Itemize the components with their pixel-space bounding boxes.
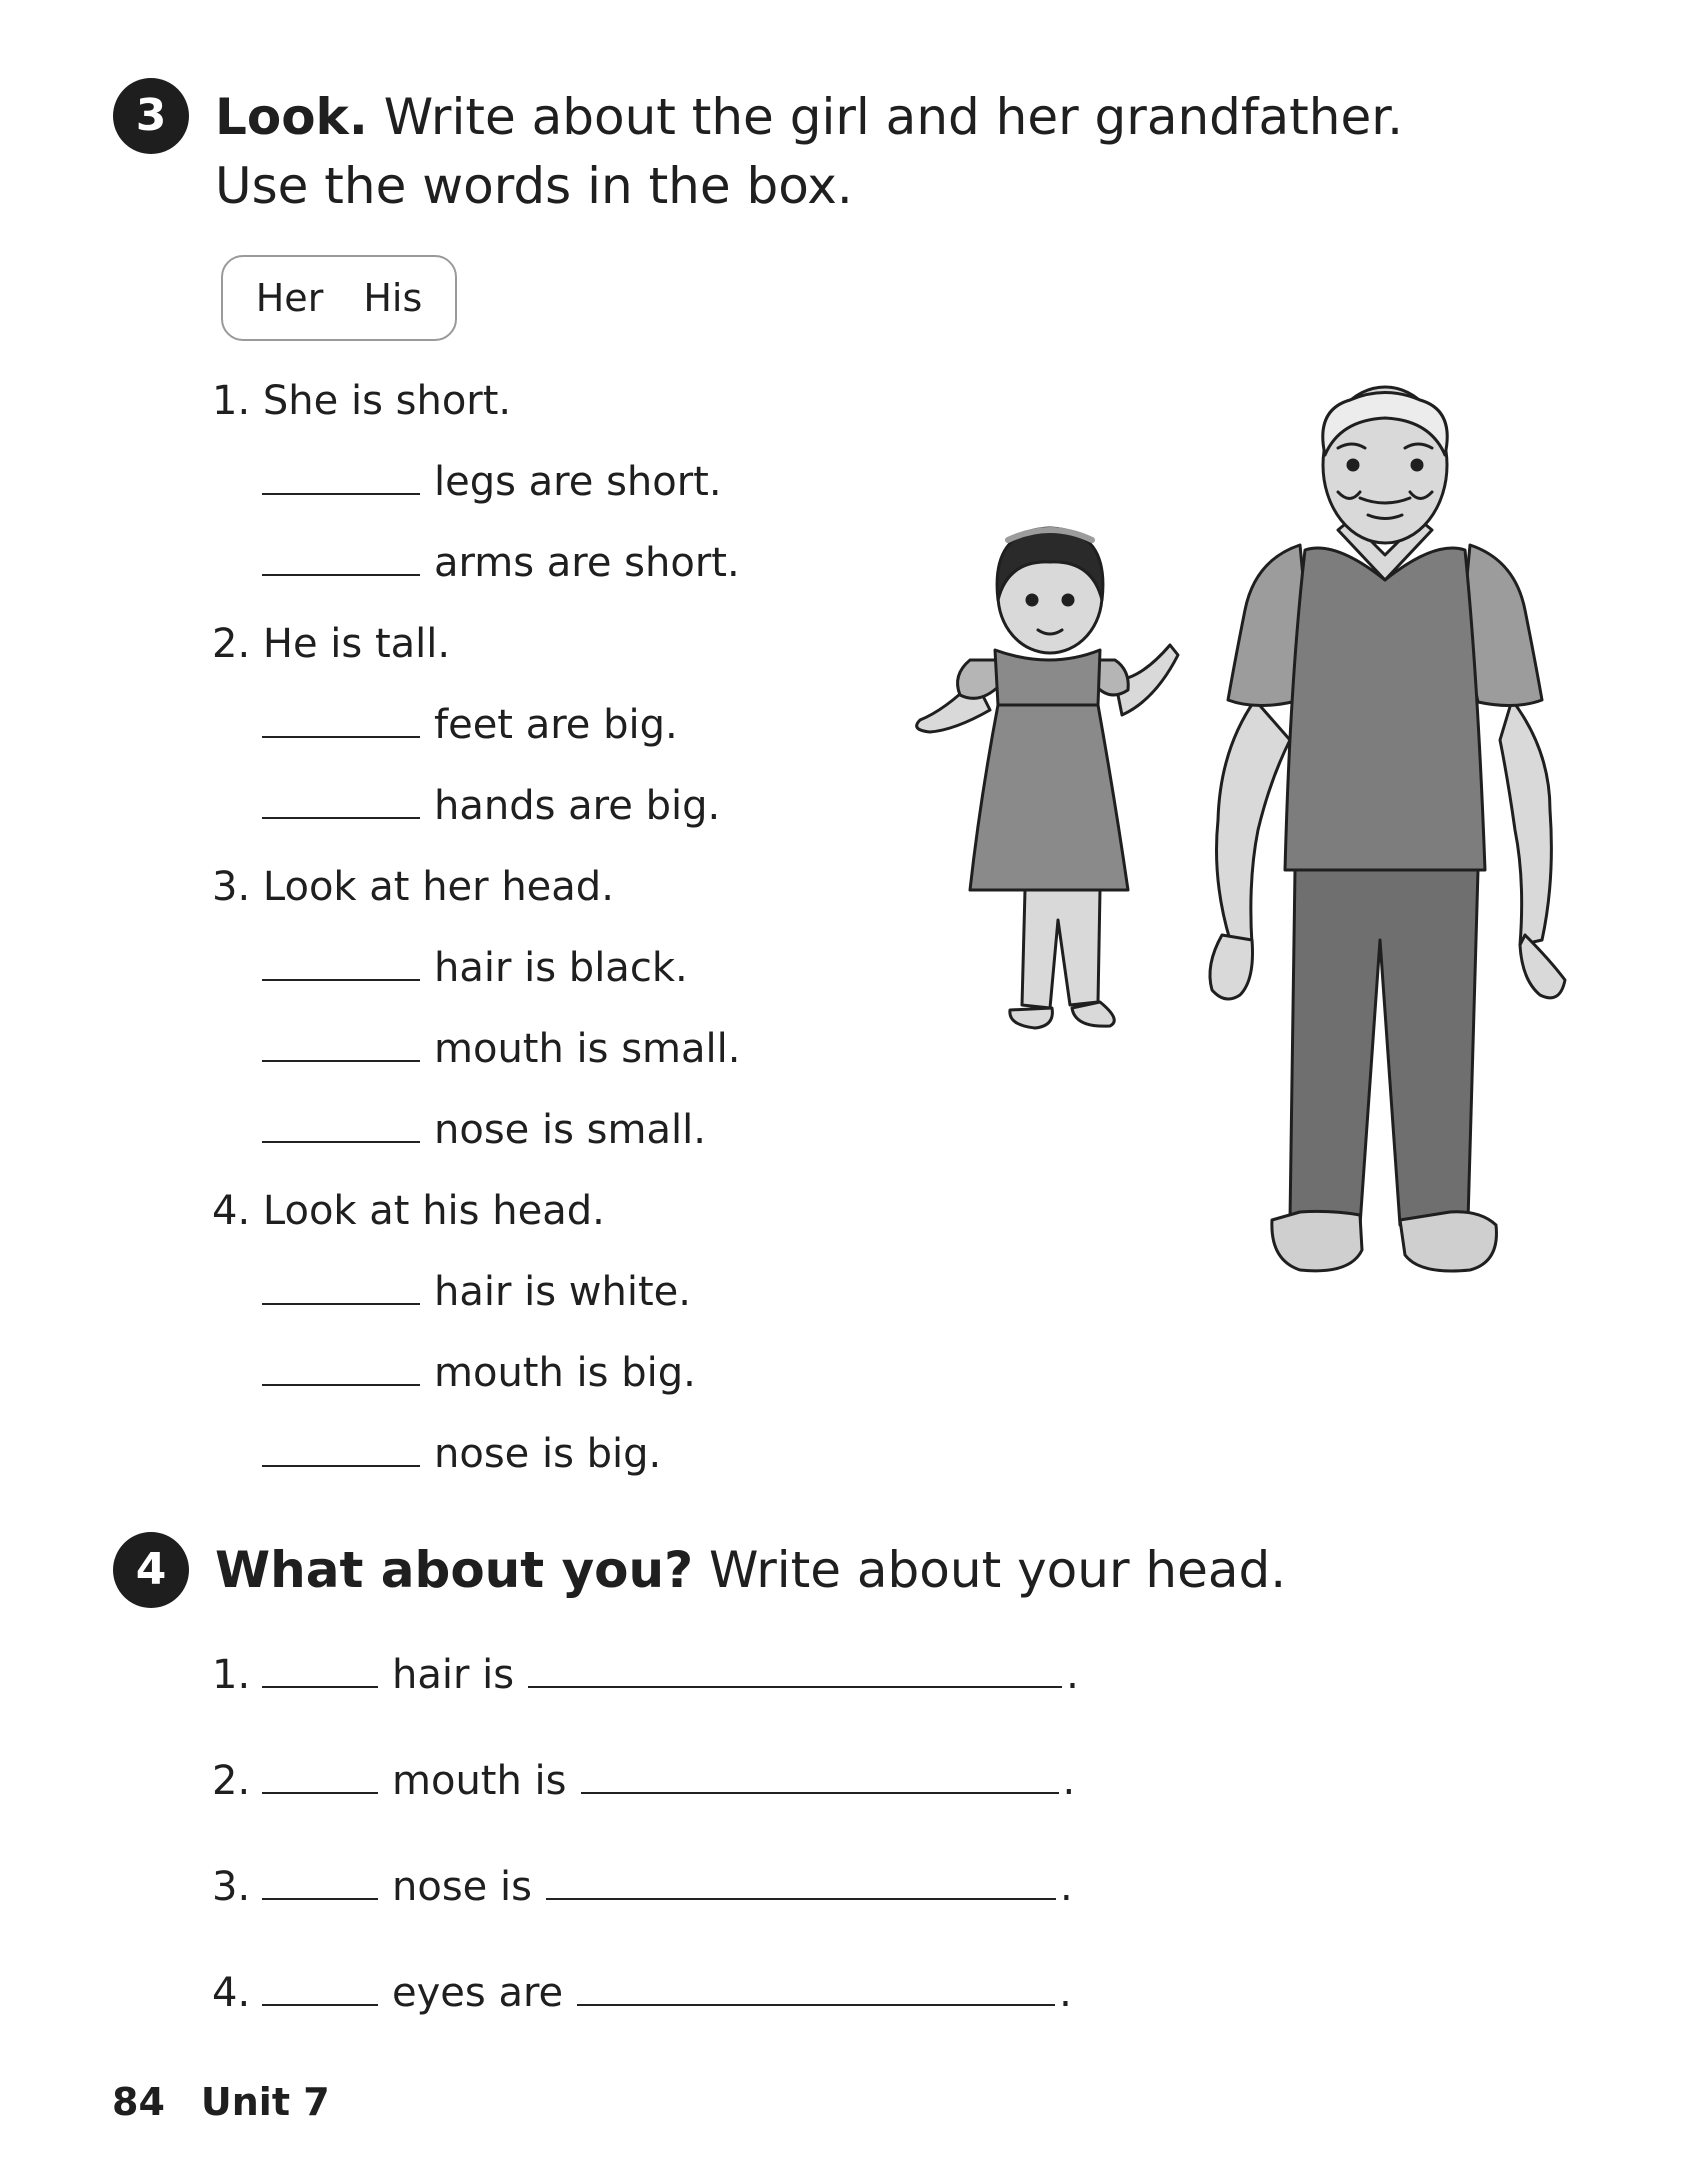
ex4-item-text: mouth is: [392, 1758, 567, 1804]
ex3-item-1-number: 1.: [212, 378, 251, 424]
ex3-answer-row: [262, 1431, 661, 1477]
ex3-answer-row: [262, 1107, 706, 1153]
ex3-answer-row: [262, 1026, 740, 1072]
answer-blank[interactable]: [262, 1791, 378, 1794]
ex3-sentence: hair is black.: [434, 945, 688, 991]
answer-blank[interactable]: [262, 573, 420, 576]
ex4-row-4: [212, 1970, 1072, 2016]
ex4-row-1: [212, 1652, 1079, 1698]
answer-blank[interactable]: [262, 735, 420, 738]
answer-blank-long[interactable]: [581, 1791, 1059, 1794]
exercise-4-badge: 4: [113, 1532, 189, 1608]
ex4-item-text: nose is: [392, 1864, 532, 1910]
ex3-answer-row: [262, 1269, 691, 1315]
exercise-4-title-bold: What about you?: [215, 1541, 694, 1599]
ex4-item-period: .: [1062, 1758, 1076, 1804]
answer-blank[interactable]: [262, 1140, 420, 1143]
ex3-answer-row: [262, 702, 678, 748]
ex3-answer-row: [262, 459, 722, 505]
ex4-item-text: eyes are: [392, 1970, 564, 2016]
ex3-item-4-number: 4.: [212, 1188, 251, 1234]
ex3-sentence: arms are short.: [434, 540, 740, 586]
exercise-3-title-bold: Look.: [215, 88, 368, 146]
answer-blank-long[interactable]: [528, 1685, 1062, 1688]
answer-blank[interactable]: [262, 1383, 420, 1386]
ex3-sentence: feet are big.: [434, 702, 678, 748]
ex4-row-2: [212, 1758, 1075, 1804]
ex4-item-number: 3.: [212, 1864, 251, 1910]
ex3-answer-row: [262, 783, 720, 829]
ex3-item-3-text: Look at her head.: [262, 864, 614, 910]
ex4-item-text: hair is: [392, 1652, 515, 1698]
exercise-3-title: [215, 83, 1403, 151]
answer-blank[interactable]: [262, 1302, 420, 1305]
answer-blank-long[interactable]: [546, 1897, 1056, 1900]
ex3-sentence: hair is white.: [434, 1269, 691, 1315]
ex3-sentence: hands are big.: [434, 783, 721, 829]
ex3-item-3-prompt: [212, 864, 614, 910]
answer-blank[interactable]: [262, 2003, 378, 2006]
page-number: 84: [112, 2080, 165, 2124]
ex3-item-2-text: He is tall.: [262, 621, 451, 667]
word-his: His: [363, 276, 423, 320]
ex3-answer-row: [262, 540, 740, 586]
ex3-answer-row: [262, 945, 688, 991]
exercise-4-title: [215, 1536, 1286, 1604]
ex3-item-2-prompt: [212, 621, 450, 667]
unit-label: Unit 7: [200, 2080, 330, 2124]
ex3-item-3-number: 3.: [212, 864, 251, 910]
ex4-item-period: .: [1059, 1864, 1073, 1910]
answer-blank[interactable]: [262, 1059, 420, 1062]
ex3-sentence: nose is big.: [434, 1431, 662, 1477]
answer-blank[interactable]: [262, 978, 420, 981]
ex3-sentence: mouth is small.: [434, 1026, 741, 1072]
grandfather-figure: [1210, 387, 1565, 1271]
answer-blank[interactable]: [262, 1685, 378, 1688]
ex3-sentence: legs are short.: [434, 459, 722, 505]
ex4-item-period: .: [1066, 1652, 1079, 1698]
ex3-item-4-text: Look at his head.: [262, 1188, 605, 1234]
ex3-item-4-prompt: [212, 1188, 605, 1234]
exercise-3-subtitle: Use the words in the box.: [215, 157, 853, 215]
exercise-4-title-rest: Write about your head.: [693, 1541, 1287, 1599]
answer-blank[interactable]: [262, 1897, 378, 1900]
ex4-item-number: 1.: [212, 1652, 251, 1698]
ex3-sentence: nose is small.: [434, 1107, 706, 1153]
girl-and-grandfather-illustration: [860, 380, 1600, 1300]
ex4-row-3: [212, 1864, 1073, 1910]
ex3-sentence: mouth is big.: [434, 1350, 696, 1396]
exercise-3-title-rest: Write about the girl and her grandfather.: [367, 88, 1404, 146]
ex3-answer-row: [262, 1350, 696, 1396]
ex3-item-1-text: She is short.: [262, 378, 512, 424]
page-footer: [112, 2080, 330, 2124]
answer-blank[interactable]: [262, 1464, 420, 1467]
ex3-item-2-number: 2.: [212, 621, 251, 667]
ex4-item-period: .: [1059, 1970, 1072, 2016]
exercise-3-badge: 3: [113, 78, 189, 154]
word-box: [221, 255, 457, 341]
ex4-item-number: 2.: [212, 1758, 251, 1804]
answer-blank[interactable]: [262, 492, 420, 495]
word-her: Her: [255, 276, 324, 320]
answer-blank[interactable]: [262, 816, 420, 819]
ex4-item-number: 4.: [212, 1970, 251, 2016]
ex3-item-1-prompt: [212, 378, 511, 424]
answer-blank-long[interactable]: [577, 2003, 1055, 2006]
girl-figure: [917, 528, 1178, 1028]
